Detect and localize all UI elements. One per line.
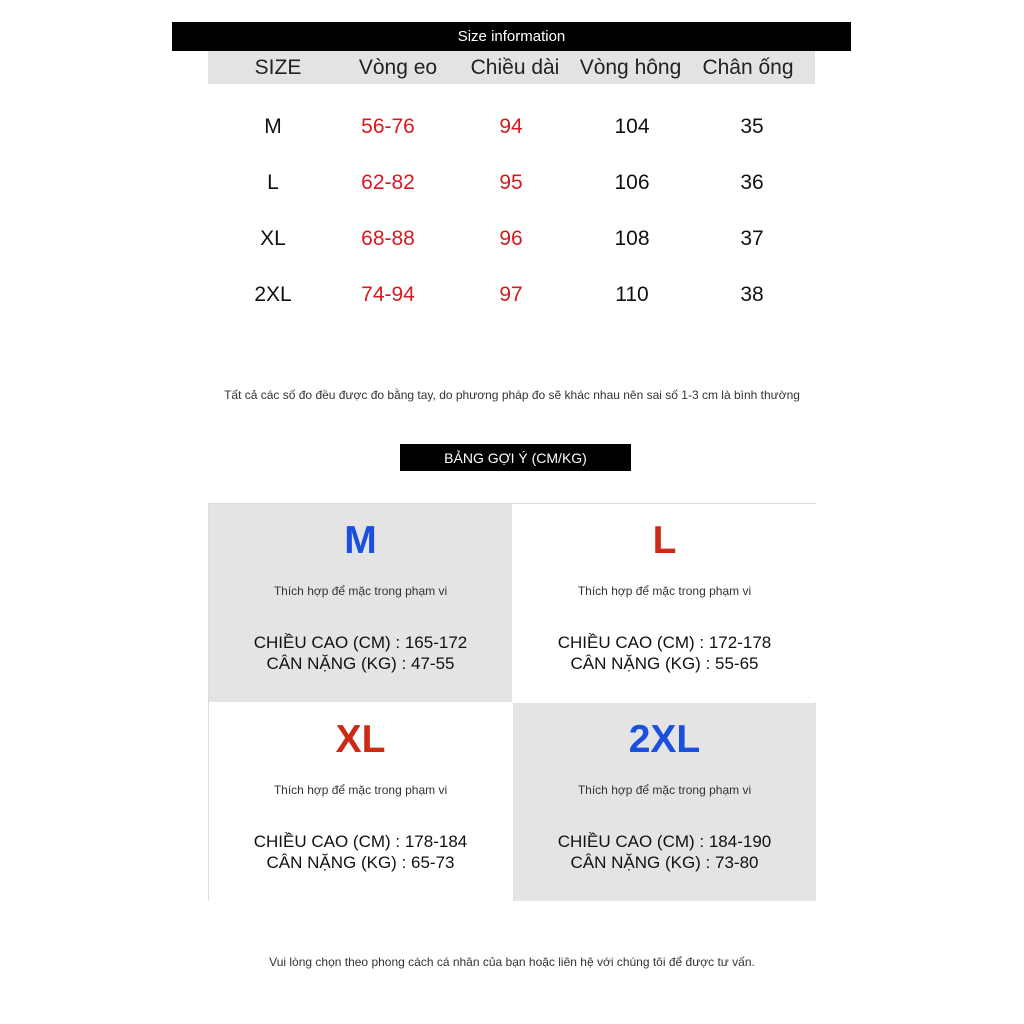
- card-height: CHIỀU CAO (CM) : 184-190: [557, 832, 772, 851]
- cell-leg-opening: 36: [740, 171, 764, 194]
- card-weight: CÂN NẶNG (KG) : 47-55: [266, 654, 455, 673]
- column-header-size: SIZE: [254, 55, 302, 79]
- card-weight: CÂN NẶNG (KG) : 55-65: [570, 654, 759, 673]
- card-measurements: [209, 632, 512, 674]
- card-measurements: [513, 632, 816, 674]
- cell-length: 94: [499, 115, 523, 138]
- size-table-header: [208, 51, 815, 84]
- card-height: CHIỀU CAO (CM) : 172-178: [557, 633, 772, 652]
- size-information-header: [172, 22, 851, 51]
- card-fit-text: Thích hợp để mặc trong phạm vi: [273, 783, 448, 797]
- cell-waist: 74-94: [361, 283, 415, 306]
- cell-leg-opening: 38: [740, 283, 764, 306]
- column-header-hip: Vòng hông: [579, 55, 682, 79]
- size-information-title: Size information: [457, 28, 566, 45]
- cell-length: 97: [499, 283, 523, 306]
- cell-hip: 108: [614, 227, 650, 250]
- card-fit-text: Thích hợp để mặc trong phạm vi: [273, 584, 448, 598]
- card-weight: CÂN NẶNG (KG) : 73-80: [570, 853, 759, 872]
- cell-leg-opening: 37: [740, 227, 764, 250]
- cell-hip: 110: [615, 283, 649, 306]
- cell-size: 2XL: [254, 283, 292, 306]
- size-card-l: [513, 504, 816, 702]
- table-row: [208, 275, 815, 315]
- cell-waist: 68-88: [361, 227, 415, 250]
- table-row: [208, 107, 815, 147]
- suggestion-grid: [208, 503, 816, 901]
- cell-size: XL: [260, 227, 286, 250]
- size-card-m: [209, 504, 512, 702]
- cell-size: M: [264, 115, 282, 138]
- column-header-waist: Vòng eo: [358, 55, 438, 79]
- table-row: [208, 163, 815, 203]
- card-size-label: XL: [335, 718, 386, 761]
- card-size-label: 2XL: [628, 718, 701, 761]
- card-weight: CÂN NẶNG (KG) : 65-73: [266, 853, 455, 872]
- card-measurements: [513, 831, 816, 873]
- card-fit-text: Thích hợp để mặc trong phạm vi: [577, 584, 752, 598]
- cell-waist: 56-76: [361, 115, 415, 138]
- size-card-2xl: [513, 703, 816, 901]
- measurement-note: Tất cả các số đo đều được đo bằng tay, do phương pháp đo sẽ khác nhau nên sai số 1-3 cm là bình thường: [224, 388, 800, 402]
- cell-hip: 106: [614, 171, 650, 194]
- suggestion-title: BẢNG GỢI Ý (CM/KG): [444, 449, 587, 466]
- card-fit-text: Thích hợp để mặc trong phạm vi: [577, 783, 752, 797]
- card-height: CHIỀU CAO (CM) : 165-172: [253, 633, 468, 652]
- card-measurements: [209, 831, 512, 873]
- column-header-leg-opening: Chân ống: [702, 55, 794, 79]
- size-card-xl: [209, 703, 512, 901]
- cell-leg-opening: 35: [740, 115, 764, 138]
- column-header-length: Chiều dài: [470, 55, 560, 79]
- suggestion-header: [400, 444, 631, 471]
- card-size-label: M: [344, 519, 377, 562]
- cell-length: 96: [499, 227, 523, 250]
- card-size-label: L: [652, 519, 677, 562]
- table-row: [208, 219, 815, 259]
- cell-waist: 62-82: [361, 171, 415, 194]
- card-height: CHIỀU CAO (CM) : 178-184: [253, 832, 468, 851]
- cell-size: L: [267, 171, 279, 194]
- cell-length: 95: [499, 171, 523, 194]
- contact-note: Vui lòng chọn theo phong cách cá nhân của bạn hoặc liên hệ với chúng tôi để được tư vấn.: [269, 955, 755, 969]
- cell-hip: 104: [614, 115, 650, 138]
